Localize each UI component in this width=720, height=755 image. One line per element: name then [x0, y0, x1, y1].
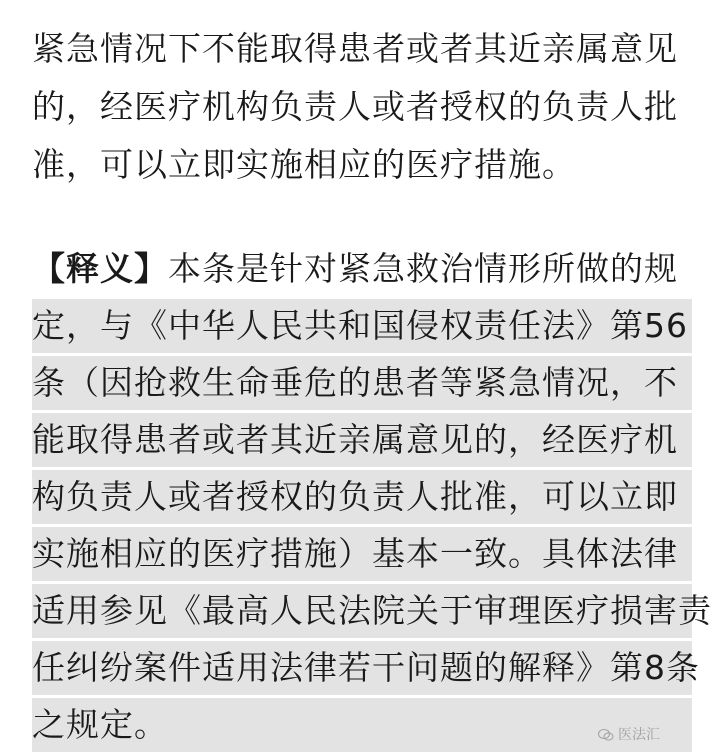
- watermark: [598, 724, 720, 741]
- text-line: 构负责人或者授权的负责人批准，可以立即: [32, 470, 692, 524]
- interpretation-label: 【释义】: [32, 249, 168, 288]
- text-line: 紧急情况下不能取得患者或者其近亲属意见: [32, 29, 678, 68]
- text-line: [32, 242, 692, 296]
- watermark-text: 医法汇: [618, 727, 660, 741]
- paragraph-interpretation: [32, 242, 712, 755]
- text-line: 的，经医疗机构负责人或者授权的负责人批: [32, 87, 678, 126]
- text-line: 任纠纷案件适用法律若干问题的解释》第8条: [32, 641, 692, 695]
- text-line: 之规定。: [32, 698, 692, 752]
- paragraph-law-text: [32, 20, 692, 194]
- text-line: 定，与《中华人民共和国侵权责任法》第56: [32, 299, 692, 353]
- text-line: 准，可以立即实施相应的医疗措施。: [32, 145, 576, 184]
- wechat-icon: [598, 729, 614, 741]
- text-line: 实施相应的医疗措施）基本一致。具体法律: [32, 527, 692, 581]
- text-line: 适用参见《最高人民法院关于审理医疗损害责: [32, 584, 692, 638]
- text-segment: 本条是针对紧急救治情形所做的规: [168, 249, 678, 288]
- text-line: 条（因抢救生命垂危的患者等紧急情况，不: [32, 356, 692, 410]
- text-line: 能取得患者或者其近亲属意见的，经医疗机: [32, 413, 692, 467]
